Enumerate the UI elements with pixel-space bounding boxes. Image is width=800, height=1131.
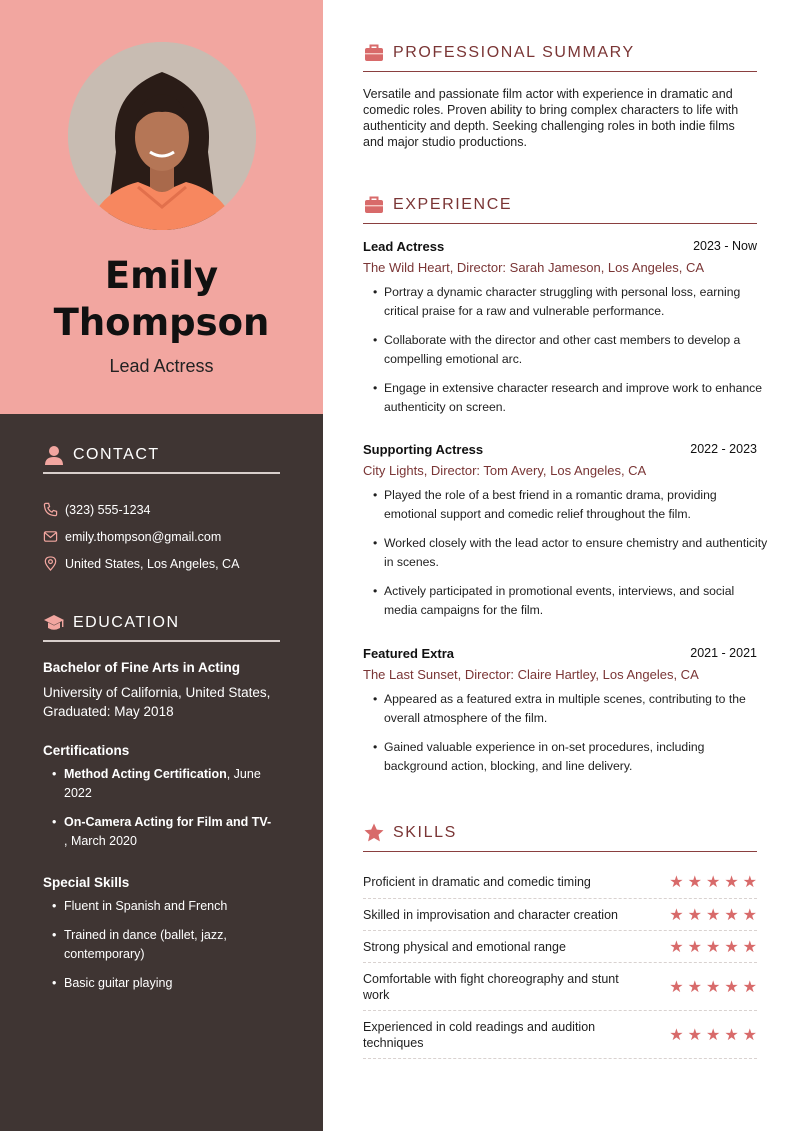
skill-label: Experienced in cold readings and audition techniques: [363, 1019, 596, 1050]
list-item: • Engage in extensive character research and improve work to enhance authenticity on screen.: [373, 379, 769, 417]
list-item: • Played the role of a best friend in a romantic drama, providing emotional support and comedic relief throughout the film.: [373, 486, 769, 524]
list-item: [52, 813, 282, 851]
special-skills-heading: Special Skills: [43, 875, 130, 890]
school-info: [43, 683, 270, 721]
star-icon: ★: [705, 906, 721, 924]
cert-date: 2022: [64, 786, 92, 800]
skill-label: Proficient in dramatic and comedic timing: [363, 875, 591, 889]
star-icon: ★: [724, 978, 739, 996]
list-item: • Fluent in Spanish and French: [52, 897, 252, 916]
job-bullets: [373, 690, 769, 776]
star-icon: ★: [687, 938, 702, 956]
contact-heading-label: CONTACT: [73, 446, 160, 463]
experience-heading: [363, 196, 757, 224]
star-icon: ★: [669, 874, 684, 891]
profile-header: [0, 0, 323, 414]
star-icon: ★: [669, 1026, 684, 1044]
rating-stars: [665, 977, 757, 997]
skill-row: [363, 1011, 757, 1059]
rating-stars: [665, 1025, 757, 1045]
star-icon: ★: [687, 874, 702, 891]
skill-label: Strong physical and emotional range: [363, 939, 566, 954]
rating-stars: [665, 872, 757, 892]
star-icon: ★: [669, 906, 684, 924]
job-title: Supporting Actress: [363, 442, 484, 457]
profile-photo: [68, 42, 256, 230]
name-first: Emily: [104, 254, 219, 297]
list-item: • Actively participated in promotional events, interviews, and social media campaigns for the film.: [373, 582, 769, 620]
briefcase-icon: [363, 42, 385, 64]
star-icon: ★: [742, 906, 757, 924]
graduation-cap-icon: [43, 612, 65, 634]
skill-row: [363, 866, 757, 899]
star-icon: ★: [669, 938, 684, 956]
star-icon: ★: [724, 874, 739, 891]
skills-heading-label: SKILLS: [393, 824, 457, 841]
job-organization: The Wild Heart, Director: Sarah Jameson, Los Angeles, CA: [363, 260, 705, 275]
person-name: [0, 252, 323, 346]
contact-email: [43, 529, 221, 544]
star-icon: ★: [742, 978, 757, 996]
star-icon: ★: [724, 1026, 739, 1044]
job-date: 2022 - 2023: [690, 442, 757, 456]
star-icon: ★: [669, 978, 684, 996]
briefcase-icon: [363, 194, 385, 216]
star-icon: ★: [742, 938, 757, 956]
portrait-image: [68, 42, 256, 230]
list-item: [52, 765, 282, 803]
phone-icon: [43, 502, 58, 517]
job-date: 2023 - Now: [693, 239, 757, 253]
star-icon: ★: [742, 874, 757, 891]
skill-label: Skilled in improvisation and character creation: [363, 907, 618, 922]
certifications-heading: Certifications: [43, 743, 130, 758]
star-icon: ★: [724, 906, 739, 924]
star-icon: ★: [705, 874, 721, 891]
rating-stars: [665, 937, 757, 957]
star-icon: ★: [705, 978, 721, 996]
skills-heading: [363, 824, 757, 852]
skill-row: [363, 963, 757, 1011]
star-icon: ★: [705, 1026, 721, 1044]
certifications-list: [52, 765, 282, 861]
list-item: • Basic guitar playing: [52, 974, 252, 993]
contact-location: [43, 556, 239, 571]
list-item: • Portray a dynamic character struggling with personal loss, earning critical praise for a raw and vulnerable performance.: [373, 283, 769, 321]
job-title: Featured Extra: [363, 646, 455, 661]
job-title: Lead Actress: [363, 239, 445, 254]
skill-row: [363, 899, 757, 931]
school-line: University of California, United States,: [43, 685, 271, 700]
star-icon: ★: [687, 1026, 702, 1044]
summary-heading-label: PROFESSIONAL SUMMARY: [393, 44, 635, 61]
skills-list: [363, 866, 757, 1059]
education-heading: [43, 614, 280, 642]
job-bullets: [373, 486, 769, 620]
phone-text: (323) 555-1234: [65, 502, 151, 517]
cert-name: Method Acting Certification: [64, 767, 227, 781]
experience-heading-label: EXPERIENCE: [393, 196, 513, 213]
list-item: • Gained valuable experience in on-set procedures, including background action, blocking, and line delivery.: [373, 738, 769, 776]
job-organization: City Lights, Director: Tom Avery, Los Angeles, CA: [363, 463, 647, 478]
star-icon: ★: [687, 978, 702, 996]
rating-stars: [665, 905, 757, 925]
degree-title: Bachelor of Fine Arts in Acting: [43, 660, 241, 675]
job-entry: [363, 442, 768, 630]
skill-row: [363, 931, 757, 963]
star-icon: ★: [687, 906, 702, 924]
star-icon: ★: [742, 1026, 757, 1044]
email-text: emily.thompson@gmail.com: [65, 529, 222, 544]
list-item: • Worked closely with the lead actor to ensure chemistry and authenticity in scenes.: [373, 534, 769, 572]
name-last: Thompson: [53, 301, 270, 344]
location-pin-icon: [43, 556, 58, 571]
job-entry: [363, 239, 763, 427]
contact-phone: [43, 502, 150, 517]
job-entry: [363, 646, 757, 786]
cert-suffix: , June: [226, 767, 261, 781]
summary-heading: [363, 44, 757, 72]
graduation-line: Graduated: May 2018: [43, 704, 174, 719]
education-heading-label: EDUCATION: [73, 614, 180, 631]
job-bullets: [373, 283, 769, 417]
star-icon: ★: [724, 938, 739, 956]
star-icon: [363, 822, 385, 844]
cert-name: On-Camera Acting for Film and TV-: [64, 815, 272, 829]
job-date: 2021 - 2021: [690, 646, 757, 660]
cert-date: , March 2020: [64, 834, 137, 848]
contact-heading: [43, 446, 280, 474]
person-role: Lead Actress: [109, 356, 214, 376]
location-text: United States, Los Angeles, CA: [65, 556, 240, 571]
list-item: • Collaborate with the director and other cast members to develop a compelling emotional arc.: [373, 331, 769, 369]
star-icon: ★: [705, 938, 721, 956]
summary-text: Versatile and passionate film actor with experience in dramatic and comedic roles. Proven ability to bring complex characters to life with authenticity and depth. Seeking challenging roles in both indie films and major studio productions.: [363, 87, 739, 149]
list-item: • Appeared as a featured extra in multiple scenes, contributing to the overall atmosphere of the film.: [373, 690, 769, 728]
special-skills-list: [52, 897, 252, 1003]
skill-label: Comfortable with fight choreography and stunt work: [363, 971, 619, 1002]
person-icon: [43, 444, 65, 466]
mail-icon: [43, 529, 58, 544]
list-item: • Trained in dance (ballet, jazz, contemporary): [52, 926, 252, 964]
job-organization: The Last Sunset, Director: Claire Hartley, Los Angeles, CA: [363, 667, 699, 682]
